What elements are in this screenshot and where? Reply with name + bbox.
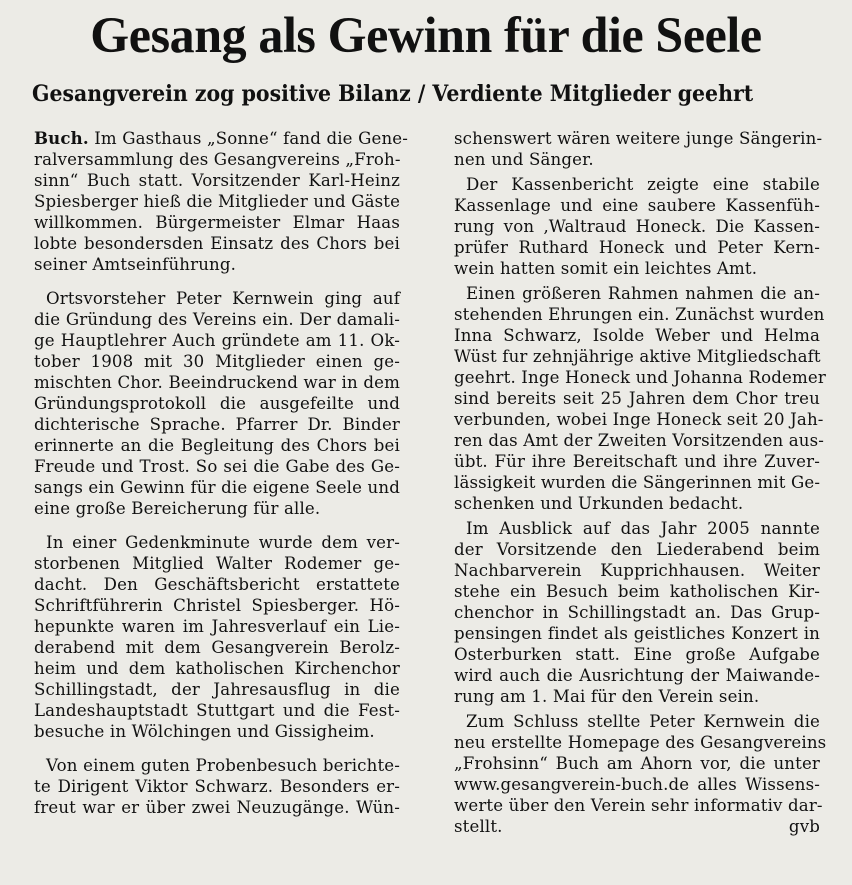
text-line: sinn“ Buch statt. Vorsitzender Karl-Heinz xyxy=(34,171,400,190)
text-line: freut war er über zwei Neuzugänge. Wün- xyxy=(34,798,400,817)
text-line: geehrt. Inge Honeck und Johanna Rodemer xyxy=(454,368,826,387)
text-line: der Vorsitzende den Liederabend beim xyxy=(454,540,820,559)
text-line: seiner Amtseinführung. xyxy=(34,255,237,274)
text-line: Wüst fur zehnjährige aktive Mitgliedschaft xyxy=(454,347,821,366)
text-line: pensingen findet als geistliches Konzert in xyxy=(454,624,820,643)
text-line: erinnerte an die Begleitung des Chors bei xyxy=(34,436,400,455)
text-line: Inna Schwarz, Isolde Weber und Helma xyxy=(454,326,820,345)
text-line: verbunden, wobei Inge Honeck seit 20 Jah- xyxy=(454,410,824,429)
text-line: Buch. Im Gasthaus „Sonne“ fand die Gene- xyxy=(34,128,409,148)
headline: Gesang als Gewinn für die Seele xyxy=(90,8,762,64)
text-line: Der Kassenbericht zeigte eine stabile xyxy=(466,175,820,194)
text-line: schenken und Urkunden bedacht. xyxy=(454,494,744,513)
text-line: stehe ein Besuch beim katholischen Kir- xyxy=(454,582,820,601)
text-line: ren das Amt der Zweiten Vorsitzenden aus- xyxy=(454,431,825,450)
text-line: prüfer Ruthard Honeck und Peter Kern- xyxy=(454,238,820,257)
text-line: mischten Chor. Beeindruckend war in dem xyxy=(34,373,400,392)
text-line: Nachbarverein Kupprichhausen. Weiter xyxy=(454,561,820,580)
text-line: In einer Gedenkminute wurde dem ver- xyxy=(46,533,400,552)
text-line: stehenden Ehrungen ein. Zunächst wurden xyxy=(454,305,825,324)
text-line: Schriftführerin Christel Spiesberger. Hö- xyxy=(34,596,400,615)
text-line: wein hatten somit ein leichtes Amt. xyxy=(454,259,758,278)
text-line: te Dirigent Viktor Schwarz. Besonders er- xyxy=(34,777,400,796)
text-line: sind bereits seit 25 Jahren dem Chor treu xyxy=(454,389,820,408)
text-line: Schillingstadt, der Jahresausflug in die xyxy=(34,680,400,699)
text-line: Ortsvorsteher Peter Kernwein ging auf xyxy=(46,289,400,308)
text-line: übt. Für ihre Bereitschaft und ihre Zuver- xyxy=(454,452,820,471)
text-line: stellt. xyxy=(454,817,503,836)
text-line: rung von ‚Waltraud Honeck. Die Kassen- xyxy=(454,217,820,236)
text-line: Kassenlage und eine saubere Kassenfüh- xyxy=(454,196,820,215)
text-line: lässigkeit wurden die Sängerinnen mit Ge- xyxy=(454,473,821,492)
text-line: Landeshauptstadt Stuttgart und die Fest- xyxy=(34,701,400,720)
final-line xyxy=(454,816,820,837)
left-column xyxy=(34,128,409,818)
text-line: hepunkte waren im Jahresverlauf ein Lie- xyxy=(34,617,400,636)
text-line: werte über den Verein sehr informativ dar- xyxy=(454,796,823,815)
text-line: Von einem guten Probenbesuch berichte- xyxy=(46,756,400,775)
text-line: wird auch die Ausrichtung der Maiwande- xyxy=(454,666,820,685)
dateline: Buch. xyxy=(34,128,89,148)
text-line: chenchor in Schillingstadt an. Das Grup- xyxy=(454,603,820,622)
text-line: nen und Sänger. xyxy=(454,150,594,169)
right-column xyxy=(454,128,827,837)
subheadline: Gesangverein zog positive Bilanz / Verdiente Mitglieder geehrt xyxy=(32,81,754,107)
text-line: lobte besondersden Einsatz des Chors bei xyxy=(34,234,400,253)
text-line: Freude und Trost. So sei die Gabe des Ge- xyxy=(34,457,400,476)
text-line: ralversammlung des Gesangvereins „Froh- xyxy=(34,150,401,169)
text-line: „Frohsinn“ Buch am Ahorn vor, die unter xyxy=(454,754,820,773)
text-line: ge Hauptlehrer Auch gründete am 11. Ok- xyxy=(34,331,400,350)
text-line: Einen größeren Rahmen nahmen die an- xyxy=(466,284,820,303)
text-line: Zum Schluss stellte Peter Kernwein die xyxy=(466,712,820,731)
text-line: eine große Bereicherung für alle. xyxy=(34,499,321,518)
author-initials: gvb xyxy=(788,817,820,836)
text-line: neu erstellte Homepage des Gesangvereins xyxy=(454,733,827,752)
text-line: heim und dem katholischen Kirchenchor xyxy=(34,659,400,678)
text-line: Im Ausblick auf das Jahr 2005 nannte xyxy=(466,519,820,538)
text-line: tober 1908 mit 30 Mitglieder einen ge- xyxy=(34,352,400,371)
text-line: dacht. Den Geschäftsbericht erstattete xyxy=(34,575,400,594)
text-line: rung am 1. Mai für den Verein sein. xyxy=(454,687,760,706)
text-line: besuche in Wölchingen und Gissigheim. xyxy=(34,722,375,741)
text-line: schenswert wären weitere junge Sängerin- xyxy=(454,129,823,148)
text-line: storbenen Mitglied Walter Rodemer ge- xyxy=(34,554,400,573)
text-line: Osterburken statt. Eine große Aufgabe xyxy=(454,645,820,664)
text-line: Gründungsprotokoll die ausgefeilte und xyxy=(34,394,400,413)
text-line: die Gründung des Vereins ein. Der damali- xyxy=(34,310,400,329)
text-line: Spiesberger hieß die Mitglieder und Gäste xyxy=(34,192,401,211)
text-line: www.gesangverein-buch.de alles Wissens- xyxy=(454,775,820,794)
text-line: derabend mit dem Gesangverein Berolz- xyxy=(34,638,400,657)
text-line: dichterische Sprache. Pfarrer Dr. Binder xyxy=(34,415,400,434)
text-line: sangs ein Gewinn für die eigene Seele und xyxy=(34,478,400,497)
article-body xyxy=(34,128,842,878)
text-line: willkommen. Bürgermeister Elmar Haas xyxy=(34,213,400,232)
